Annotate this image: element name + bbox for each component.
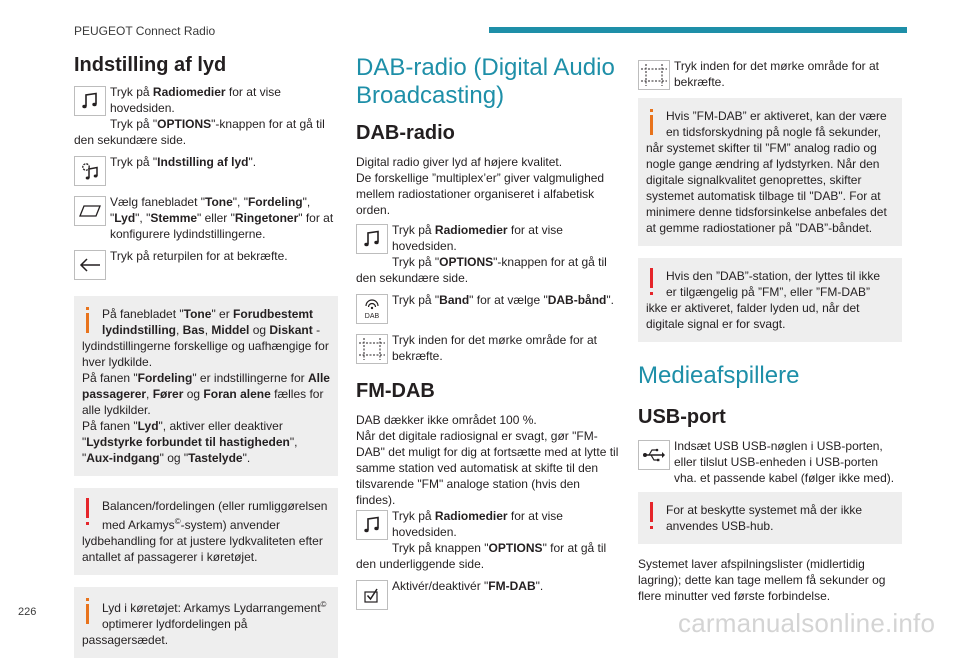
dark-area-grid-icon[interactable] [356,334,388,364]
page-number: 226 [18,606,37,618]
paragraph-digital-quality: Digital radio giver lyd af højere kvalitet. [356,155,563,169]
warning-box-usb-hub: For at beskytte systemet må der ikke anvendes USB-hub. [638,492,902,544]
subheading-usb-port: USB-port [638,406,726,428]
step-select-tab: Vælg fanebladet "Tone", "Fordeling", "Lyd", "Stemme" eller "Ringetoner" for at konfigurere lydindstillingerne. [74,194,338,242]
svg-text:DAB: DAB [364,313,380,320]
info-marker-icon [82,306,96,334]
subheading-fm-dab: FM-DAB [356,380,435,402]
music-note-icon[interactable] [74,86,106,116]
gear-music-icon[interactable] [74,156,106,186]
step-insert-usb: Indsæt USB USB-nøglen i USB-porten, eller tilslut USB-enheden i USB-porten vha. et passende kabel (følger ikke med). [638,438,902,486]
column-media-players [638,58,902,608]
step-toggle-fm-dab: Aktivér/deaktivér "FM-DAB". [356,578,620,612]
step-open-radio-media: Tryk på Radiomedier for at vise hovedsiden. Tryk på "OPTIONS"-knappen for at gå til den sekundære side. [74,85,325,147]
step-sound-settings: Tryk på "Indstilling af lyd". [74,154,338,188]
info-marker-icon [82,597,96,625]
step-select-band: DAB Tryk på "Band" for at vælge "DAB-bånd". [356,292,620,326]
step-return-arrow: Tryk på returpilen for at bekræfte. [74,248,338,282]
paragraph-fm-dab-explanation: Når det digitale radiosignal er svagt, gør "FM-DAB" det muligt for dig at fortsætte med at lytte til samme station ved automatisk at skifte til den tilsvarende "FM" analoge station (hvis den findes). [356,429,619,507]
step-confirm-dark-area: Tryk inden for det mørke område for at bekræfte. [638,58,902,92]
subheading-dab-radio: DAB-radio [356,122,455,144]
info-box-arkamys: Lyd i køretøjet: Arkamys Lydarrangement© optimerer lydfordelingen på passagersædet. [74,587,338,658]
column-dab-radio [356,54,620,618]
paragraph-coverage: DAB dækker ikke området 100 %. [356,413,537,427]
dark-area-grid-icon[interactable] [638,60,670,90]
warning-marker-icon [646,268,660,296]
section-title-dab: DAB-radio (Digital Audio Broadcasting) [356,54,615,109]
header-accent-bar [489,27,907,33]
warning-box-dab-unavailable: Hvis den ”DAB”-station, der lyttes til ikke er tilgængelig på ”FM”, eller ”FM-DAB” ikke er aktiveret, falder lyden ud, når det digitale signal er for svagt. [638,258,902,342]
column-sound-settings [74,54,338,670]
music-note-icon[interactable] [356,510,388,540]
watermark: carmanualsonline.info [678,608,936,638]
section-title-sound-settings: Indstilling af lyd [74,54,227,76]
warning-marker-icon [646,502,660,530]
step-open-radio-media: Tryk på Radiomedier for at vise hovedsiden. Tryk på "OPTIONS"-knappen for at gå til den sekundære side. [356,223,607,285]
info-box-fm-dab-delay: Hvis ”FM-DAB” er aktiveret, kan der være en tidsforskydning på nogle få sekunder, når systemet skifter til ”FM” analog radio og nogle gange ændring af lydstyrken. Når den digitale signalkvalitet genoprettes, skifter systemet automatisk tilbage til "DAB". For at minimere denne tidsforsinkelse anbefales det at gemme radiostationer på ”DAB”-båndet. [638,98,902,246]
warning-marker-icon [82,498,96,526]
back-arrow-icon[interactable] [74,250,106,280]
info-box-tone-distribution: På fanebladet "Tone" er Forudbestemt lydindstilling, Bas, Middel og Diskant -lydindstillingerne forskellige og uafhængige for hver lydkilde. På fanen "Fordeling" er indstillingerne for Alle passagerer, Fører og Foran alene fælles for alle lydkilder. På fanen "Lyd", aktiver eller deaktiver "Lydstyrke forbundet til hastigheden", "Aux-indgang" og "Tastelyde". [74,296,338,476]
running-header-title: PEUGEOT Connect Radio [74,24,216,38]
tab-select-icon[interactable] [74,196,106,226]
info-marker-icon [646,108,660,136]
step-confirm-dark-area: Tryk inden for det mørke område for at bekræfte. [356,332,620,366]
paragraph-playlists: Systemet laver afspilningslister (midlertidig lagring); dette kan tage mellem få sekunder og flere minutter ved første forbindelse. [638,557,886,603]
usb-icon[interactable] [638,440,670,470]
checkbox-toggle-icon[interactable] [356,580,388,610]
dab-band-icon[interactable] [356,294,388,324]
step-open-radio-media-2: Tryk på Radiomedier for at vise hovedsiden. Tryk på knappen "OPTIONS" for at gå til den underliggende side. [356,509,607,571]
music-note-icon[interactable] [356,224,388,254]
section-title-media-players: Medieafspillere [638,362,800,389]
warning-box-balance: Balancen/fordelingen (eller rumliggørelsen med Arkamys©-system) anvender lydbehandling for at justere lydkvaliteten efter antallet af passagerer i køretøjet. [74,488,338,575]
paragraph-multiplex: De forskellige ”multiplex’er” giver valgmulighed mellem radiostationer organiseret i alfabetisk orden. [356,171,605,217]
